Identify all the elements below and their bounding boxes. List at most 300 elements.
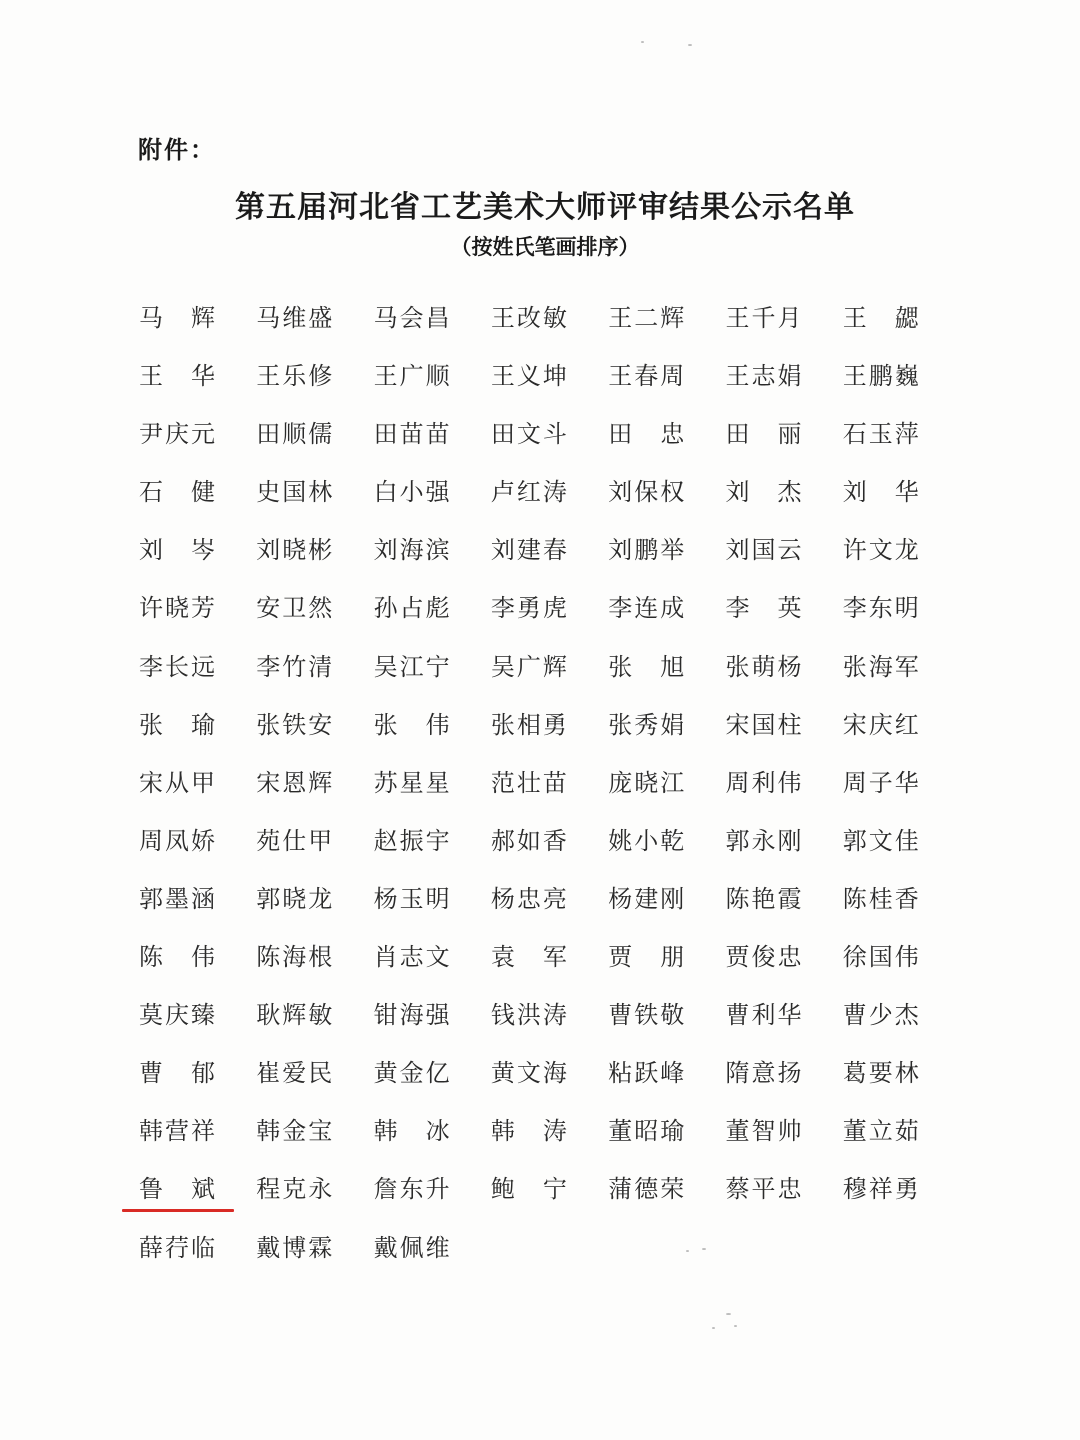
name-character: 红 [516,478,541,507]
name-character: 刘 [725,536,750,565]
name-character: 乾 [660,826,685,855]
name-character: 升 [425,1175,450,1204]
name-character: 桂 [868,884,893,913]
name-character: 郭 [725,826,750,855]
name-character: 香 [542,826,567,855]
name-character: 曹 [608,1001,633,1030]
name-character: 詹 [373,1175,398,1204]
name-character: 云 [777,536,802,565]
name-character: 扬 [777,1059,802,1088]
name-character: 郝 [490,826,515,855]
name-character: 国 [751,710,776,739]
name-character: 敏 [542,304,567,332]
name-character: 广 [516,652,541,681]
name-entry [724,1171,802,1207]
name-character: 萌 [751,652,776,681]
name-character: 营 [165,1117,189,1146]
name-entry [842,823,920,859]
name-character: 郭 [139,884,163,913]
name-character: 林 [308,478,333,507]
name-entry [255,707,333,743]
name-character: 程 [256,1175,281,1204]
name-character: 强 [425,1001,450,1030]
name-entry [138,416,216,452]
name-character: 徐 [842,943,867,972]
name-character: 春 [542,536,567,565]
name-character: 勇 [516,594,541,623]
name-character: 德 [634,1175,659,1204]
name-character: 董 [608,1117,633,1146]
name-character: 祥 [191,1117,215,1146]
name-character: 李 [842,594,867,623]
name-character: 马 [373,304,398,332]
name-character: 海 [282,943,307,972]
scan-speck [712,1327,715,1329]
name-character: 马 [256,304,281,332]
name-character: 旭 [660,652,685,681]
name-character: 柱 [777,710,802,739]
name-character: 香 [894,884,919,913]
name-entry [490,1171,568,1207]
name-entry [842,881,920,917]
name-character: 华 [894,478,919,507]
name-entry [490,358,568,394]
name-entry [255,1171,333,1207]
name-character: 周 [842,768,867,797]
name-character: 江 [399,652,424,681]
name-entry [255,1055,333,1091]
name-character: 苗 [425,420,450,449]
name-character: 顺 [425,362,450,391]
name-character: 壮 [516,768,541,797]
name-character: 晓 [165,594,189,623]
name-entry [490,1113,568,1149]
name-character: 星 [425,768,450,797]
name-character: 会 [399,304,424,332]
name-list-grid [138,300,958,1288]
name-character: 莫 [139,1001,163,1030]
name-character: 斌 [191,1175,215,1204]
name-character: 利 [751,768,776,797]
name-character: 维 [282,304,307,332]
name-character: 玉 [399,884,424,913]
name-character: 佳 [894,826,919,855]
name-entry [724,416,802,452]
name-character: 霞 [777,884,802,913]
name-character: 志 [399,943,424,972]
name-character: 朋 [660,943,685,972]
name-character: 薛 [139,1233,163,1262]
name-character: 辉 [191,304,215,332]
name-character: 金 [399,1059,424,1088]
name-character: 王 [842,362,867,391]
name-character: 帅 [777,1117,802,1146]
name-character: 昭 [634,1117,659,1146]
name-character: 张 [725,652,750,681]
name-entry [490,532,568,568]
name-entry [373,590,451,626]
name-entry [842,1171,920,1207]
name-character: 涛 [542,478,567,507]
name-entry [724,997,802,1033]
name-character: 海 [542,1059,567,1088]
name-character: 张 [490,710,515,739]
name-character: 立 [868,1117,893,1146]
name-character: 晓 [282,536,307,565]
name-character: 墨 [165,884,189,913]
name-character: 庆 [868,710,893,739]
name-character: 蒲 [608,1175,633,1204]
name-character: 马 [139,304,163,332]
name-character: 田 [256,420,281,449]
name-character: 周 [725,768,750,797]
name-character: 俊 [751,943,776,972]
name-entry [138,532,216,568]
name-character: 宋 [842,710,867,739]
name-character: 刘 [373,536,398,565]
name-character: 鲁 [139,1175,163,1204]
name-character: 王 [725,362,750,391]
name-character: 春 [634,362,659,391]
name-character: 李 [256,652,281,681]
name-entry [607,300,685,336]
name-character: 刘 [139,536,163,565]
name-character: 红 [894,710,919,739]
name-character: 贾 [608,943,633,972]
name-character: 陈 [725,884,750,913]
name-character: 改 [516,304,541,332]
name-character: 尹 [139,420,163,449]
name-character: 军 [894,652,919,681]
name-entry [138,881,216,917]
name-entry [842,416,920,452]
name-character: 海 [868,652,893,681]
name-entry [490,590,568,626]
name-entry [842,590,920,626]
name-character: 智 [751,1117,776,1146]
name-character: 芳 [191,594,215,623]
name-character: 王 [490,362,515,391]
name-entry [138,707,216,743]
name-character: 玉 [868,420,893,449]
name-character: 娟 [660,710,685,739]
name-character: 文 [516,1059,541,1088]
name-character: 周 [660,362,685,391]
name-entry [607,649,685,685]
name-character: 韩 [490,1117,515,1146]
name-character: 苗 [399,420,424,449]
name-entry [373,300,451,336]
name-entry [255,358,333,394]
name-entry [373,881,451,917]
name-character: 远 [191,652,215,681]
name-character: 爱 [282,1059,307,1088]
name-character: 李 [490,594,515,623]
name-character: 李 [139,652,163,681]
name-character: 刘 [842,478,867,507]
name-entry [842,1055,920,1091]
name-character: 肖 [373,943,398,972]
name-character: 忠 [516,884,541,913]
name-character: 苑 [256,826,281,855]
name-entry [490,474,568,510]
name-character: 竹 [282,652,307,681]
name-character: 永 [751,826,776,855]
name-entry [255,997,333,1033]
name-character: 子 [868,768,893,797]
name-entry [607,532,685,568]
name-character: 永 [308,1175,333,1204]
name-character: 刚 [777,826,802,855]
name-entry [842,1113,920,1149]
name-character: 明 [425,884,450,913]
name-character: 庆 [165,1001,189,1030]
name-character: 王 [608,362,633,391]
name-character: 军 [542,943,567,972]
name-character: 乐 [282,362,307,391]
name-character: 刘 [725,478,750,507]
name-character: 荇 [165,1233,189,1262]
name-character: 陈 [139,943,163,972]
name-entry [607,707,685,743]
name-character: 佩 [399,1233,424,1262]
name-entry [138,358,216,394]
name-character: 杨 [373,884,398,913]
name-character: 苗 [542,768,567,797]
document-subtitle: （按姓氏笔画排序） [450,234,640,259]
name-character: 修 [308,362,333,391]
name-character: 明 [894,594,919,623]
name-character: 娟 [777,362,802,391]
name-character: 秀 [634,710,659,739]
name-character: 宋 [725,710,750,739]
name-character: 石 [139,478,163,507]
name-character: 广 [399,362,424,391]
name-character: 鹏 [868,362,893,391]
name-entry [607,474,685,510]
scan-speck [734,1325,737,1327]
name-character: 林 [894,1059,919,1088]
name-character: 利 [751,1001,776,1030]
name-character: 龙 [894,536,919,565]
document-title: 第五届河北省工艺美术大师评审结果公示名单 [235,190,855,225]
name-entry [490,707,568,743]
name-character: 东 [399,1175,424,1204]
name-character: 许 [842,536,867,565]
name-character: 亿 [425,1059,450,1088]
name-character: 如 [516,826,541,855]
name-character: 王 [490,304,515,332]
name-entry [607,590,685,626]
name-character: 志 [751,362,776,391]
name-entry [373,474,451,510]
name-character: 清 [308,652,333,681]
name-character: 许 [139,594,163,623]
name-character: 忠 [777,943,802,972]
name-entry [724,765,802,801]
name-character: 杰 [894,1001,919,1030]
name-character: 涛 [542,1117,567,1146]
name-character: 江 [660,768,685,797]
name-entry [724,881,802,917]
name-character: 隋 [725,1059,750,1088]
name-character: 从 [165,768,189,797]
name-entry [373,823,451,859]
name-character: 小 [399,478,424,507]
name-entry [607,823,685,859]
name-character: 安 [308,710,333,739]
name-character: 彬 [308,536,333,565]
name-character: 义 [516,362,541,391]
name-character: 李 [725,594,750,623]
name-character: 田 [373,420,398,449]
name-character: 郭 [256,884,281,913]
name-entry [842,532,920,568]
name-entry [607,881,685,917]
name-character: 涛 [542,1001,567,1030]
name-character: 晓 [282,884,307,913]
name-character: 田 [725,420,750,449]
name-character: 相 [516,710,541,739]
name-character: 蔡 [725,1175,750,1204]
name-entry [138,1171,216,1207]
name-entry [138,474,216,510]
name-entry [255,590,333,626]
name-entry [138,649,216,685]
name-character: 宁 [425,652,450,681]
scan-speck [686,1250,689,1252]
name-character: 王 [256,362,281,391]
name-entry [255,881,333,917]
name-character: 国 [868,943,893,972]
name-character: 苏 [373,768,398,797]
name-entry [724,300,802,336]
name-character: 平 [751,1175,776,1204]
name-character: 长 [165,652,189,681]
name-entry [842,707,920,743]
name-character: 刘 [608,536,633,565]
name-character: 贾 [725,943,750,972]
name-character: 保 [634,478,659,507]
name-entry [138,823,216,859]
name-character: 辉 [308,768,333,797]
name-character: 霖 [308,1233,333,1262]
name-character: 忠 [660,420,685,449]
name-entry [607,416,685,452]
name-character: 萍 [894,420,919,449]
name-character: 克 [282,1175,307,1204]
name-character: 黄 [490,1059,515,1088]
name-character: 安 [256,594,281,623]
name-entry [490,939,568,975]
name-character: 意 [751,1059,776,1088]
name-character: 华 [894,768,919,797]
name-entry [255,300,333,336]
name-entry [607,997,685,1033]
name-character: 举 [660,536,685,565]
name-entry [842,765,920,801]
name-character: 昌 [425,304,450,332]
name-character: 仕 [282,826,307,855]
name-entry [373,765,451,801]
name-character: 文 [516,420,541,449]
name-character: 甲 [308,826,333,855]
name-character: 戴 [256,1233,281,1262]
name-entry [490,416,568,452]
name-character: 鲍 [490,1175,515,1204]
name-character: 董 [842,1117,867,1146]
name-character: 陈 [256,943,281,972]
name-character: 张 [373,710,398,739]
name-character: 勇 [894,1175,919,1204]
name-entry [373,707,451,743]
name-character: 国 [282,478,307,507]
name-character: 宇 [425,826,450,855]
name-character: 白 [373,478,398,507]
name-character: 星 [399,768,424,797]
name-character: 韩 [256,1117,281,1146]
name-character: 华 [777,1001,802,1030]
name-character: 庞 [608,768,633,797]
name-character: 坤 [542,362,567,391]
name-character: 东 [868,594,893,623]
name-entry [490,649,568,685]
name-character: 然 [308,594,333,623]
name-entry [842,939,920,975]
name-entry [724,474,802,510]
name-character: 亮 [542,884,567,913]
name-entry [607,1055,685,1091]
name-entry [607,1171,685,1207]
name-character: 连 [634,594,659,623]
name-character: 姚 [608,826,633,855]
name-character: 宁 [542,1175,567,1204]
name-character: 铁 [634,1001,659,1030]
name-character: 占 [399,594,424,623]
name-character: 维 [425,1233,450,1262]
name-character: 郭 [842,826,867,855]
name-character: 卢 [490,478,515,507]
name-character: 伟 [425,710,450,739]
name-entry [724,823,802,859]
name-character: 张 [139,710,163,739]
name-character: 临 [191,1233,215,1262]
name-entry [373,1230,451,1266]
name-character: 文 [868,826,893,855]
name-character: 元 [191,420,215,449]
name-character: 郁 [191,1059,215,1088]
name-entry [255,532,333,568]
name-character: 张 [608,652,633,681]
name-character: 孙 [373,594,398,623]
name-entry [490,300,568,336]
name-character: 娇 [191,826,215,855]
name-entry [724,1055,802,1091]
name-character: 戴 [373,1233,398,1262]
name-character: 范 [490,768,515,797]
name-character: 钱 [490,1001,515,1030]
name-character: 冰 [425,1117,450,1146]
name-entry [138,939,216,975]
name-entry [255,939,333,975]
name-entry [842,474,920,510]
name-character: 葛 [842,1059,867,1088]
name-character: 韩 [373,1117,398,1146]
name-character: 董 [725,1117,750,1146]
name-character: 虎 [542,594,567,623]
name-entry [373,532,451,568]
name-character: 敏 [308,1001,333,1030]
